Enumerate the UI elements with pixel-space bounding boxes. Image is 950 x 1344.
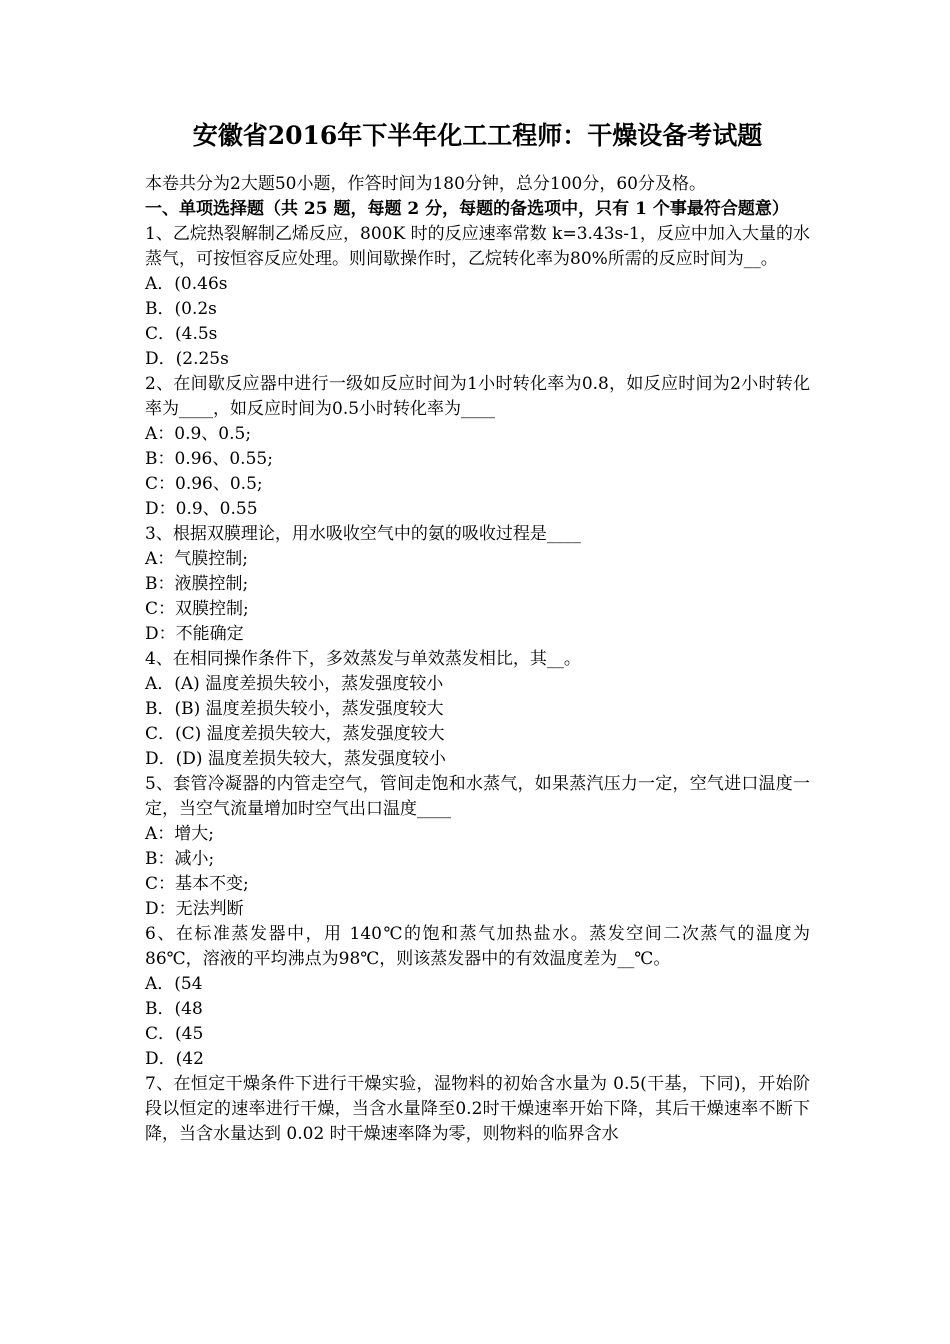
question-5	[145, 772, 810, 922]
option-b: B：液膜控制;	[145, 574, 249, 594]
option-b: B：减小;	[145, 849, 215, 869]
question-4	[145, 647, 810, 772]
option-c: C．(C) 温度差损失较大，蒸发强度较大	[145, 724, 445, 744]
question-stem: 7、在恒定干燥条件下进行干燥实验，湿物料的初始含水量为 0.5(干基，下同)，开始阶段以恒定的速率进行干燥，当含水量降至0.2时干燥速率开始下降，其后干燥速率不断下降，当含水量达到 0.02 时干燥速率降为零，则物料的临界含水	[145, 1074, 810, 1144]
option-b: B．(0.2s	[145, 299, 217, 319]
option-a: A．(54	[145, 974, 203, 994]
question-stem: 6、在标准蒸发器中，用 140℃的饱和蒸气加热盐水。蒸发空间二次蒸气的温度为86℃，溶液的平均沸点为98℃，则该蒸发器中的有效温度差为__℃。	[145, 924, 810, 969]
option-a: A：气膜控制;	[145, 549, 249, 569]
option-a: A．(0.46s	[145, 274, 228, 294]
question-1	[145, 222, 810, 372]
option-c: C：双膜控制;	[145, 599, 249, 619]
document-page	[145, 118, 810, 1147]
section-heading: 一、单项选择题（共 25 题，每题 2 分，每题的备选项中，只有 1 个事最符合题意）	[145, 199, 789, 219]
question-stem: 2、在间歇反应器中进行一级如反应时间为1小时转化率为0.8，如反应时间为2小时转化率为____，如反应时间为0.5小时转化率为____	[145, 374, 810, 419]
option-d: D．(2.25s	[145, 349, 229, 369]
exam-intro: 本卷共分为2大题50小题，作答时间为180分钟，总分100分，60分及格。	[145, 174, 706, 194]
option-b: B．(48	[145, 999, 203, 1019]
question-stem: 3、根据双膜理论，用水吸收空气中的氨的吸收过程是____	[145, 524, 581, 544]
option-c: C．(45	[145, 1024, 204, 1044]
option-a: A．(A) 温度差损失较小，蒸发强度较小	[145, 674, 444, 694]
option-a: A：0.9、0.5;	[145, 424, 252, 444]
option-b: B．(B) 温度差损失较小，蒸发强度较大	[145, 699, 444, 719]
option-a: A：增大;	[145, 824, 215, 844]
question-stem: 4、在相同操作条件下，多效蒸发与单效蒸发相比，其__。	[145, 649, 581, 669]
option-b: B：0.96、0.55;	[145, 449, 273, 469]
option-d: D．(D) 温度差损失较大，蒸发强度较小	[145, 749, 446, 769]
question-stem: 1、乙烷热裂解制乙烯反应，800K 时的反应速率常数 k=3.43s-1，反应中加入大量的水蒸气，可按恒容反应处理。则间歇操作时，乙烷转化率为80%所需的反应时间为__。	[145, 224, 810, 269]
question-7	[145, 1072, 810, 1147]
option-c: C．(4.5s	[145, 324, 218, 344]
document-title: 安徽省2016年下半年化工工程师：干燥设备考试题	[192, 121, 763, 150]
question-list	[145, 222, 810, 1147]
option-d: D：0.9、0.55	[145, 499, 258, 519]
question-6	[145, 922, 810, 1072]
question-stem: 5、套管冷凝器的内管走空气，管间走饱和水蒸气，如果蒸汽压力一定，空气进口温度一定，当空气流量增加时空气出口温度____	[145, 774, 810, 819]
option-d: D：不能确定	[145, 624, 244, 644]
option-d: D．(42	[145, 1049, 204, 1069]
question-3	[145, 522, 810, 647]
option-d: D：无法判断	[145, 899, 244, 919]
option-c: C：基本不变;	[145, 874, 249, 894]
option-c: C：0.96、0.5;	[145, 474, 263, 494]
question-2	[145, 372, 810, 522]
